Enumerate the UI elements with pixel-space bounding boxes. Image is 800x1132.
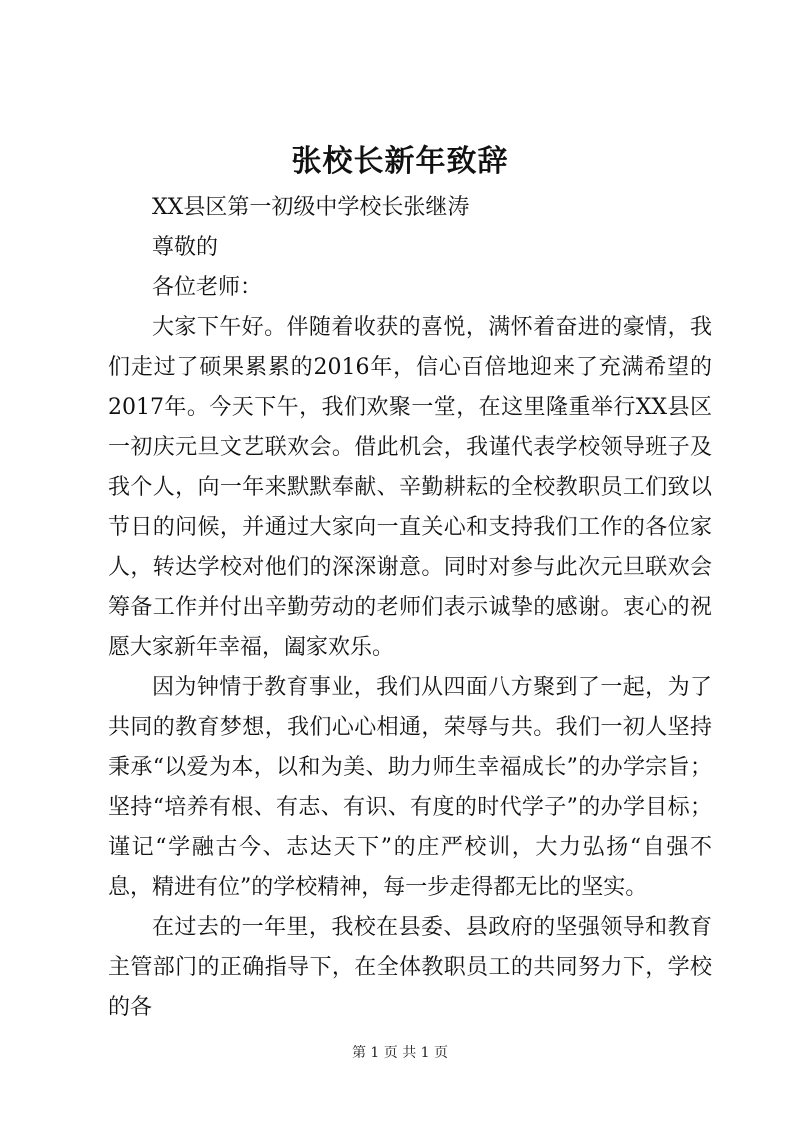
salutation-line-1: 尊敬的 <box>152 235 219 260</box>
salutation-line-2: 各位老师： <box>152 275 263 300</box>
document-title: 张校长新年致辞 <box>291 144 509 179</box>
paragraph-2: 因为钟情于教育事业，我们从四面八方聚到了一起，为了共同的教育梦想，我们心心相通，荣辱与共。我们一初人坚持秉承“以爱为本，以和为美、助力师生幸福成长”的办学宗旨；坚持“培养有根、有志、有识、有度的时代学子”的办学目标；谨记“学融古今、志达天下”的庄严校训，大力弘扬“自强不息，精进有位”的学校精神，每一步走得都无比的坚实。 <box>108 675 712 900</box>
document-body <box>108 188 712 1028</box>
paragraph-3: 在过去的一年里，我校在县委、县政府的坚强领导和教育主管部门的正确指导下，在全体教职员工的共同努力下，学校的各 <box>108 915 712 1020</box>
page-footer: 第 1 页 共 1 页 <box>351 1045 449 1061</box>
paragraph-1: 大家下午好。伴随着收获的喜悦，满怀着奋进的豪情，我们走过了硕果累累的2016年，信心百倍地迎来了充满希望的2017年。今天下午，我们欢聚一堂，在这里隆重举行XX县区一初庆元旦文艺联欢会。借此机会，我谨代表学校领导班子及我个人，向一年来默默奉献、辛勤耕耘的全校教职员工们致以节日的问候，并通过大家向一直关心和支持我们工作的各位家人，转达学校对他们的深深谢意。同时对参与此次元旦联欢会筹备工作并付出辛勤劳动的老师们表示诚挚的感谢。衷心的祝愿大家新年幸福，阖家欢乐。 <box>108 315 712 660</box>
author-line: XX县区第一初级中学校长张继涛 <box>152 195 470 220</box>
